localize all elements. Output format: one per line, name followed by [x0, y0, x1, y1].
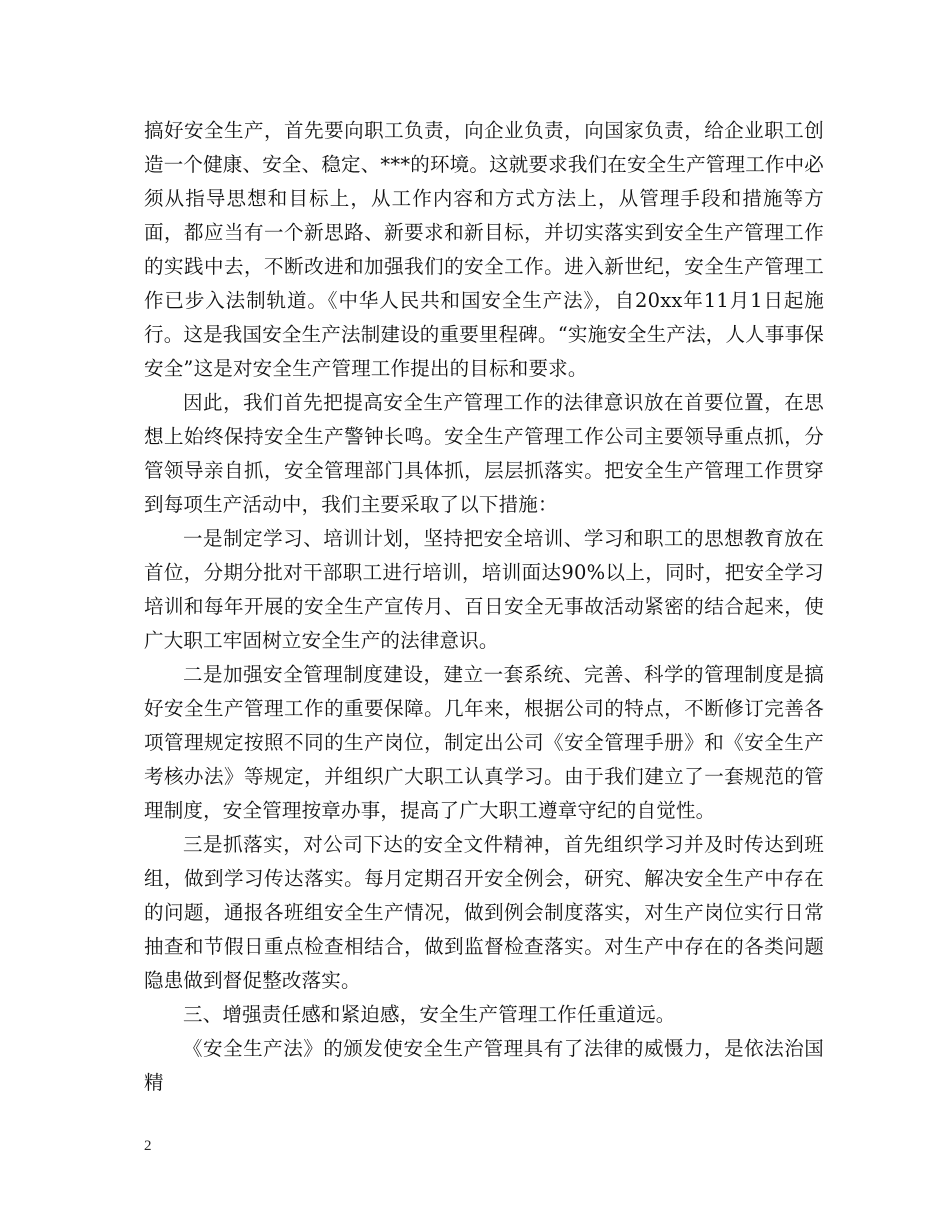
paragraph-5: 三是抓落实，对公司下达的安全文件精神，首先组织学习并及时传达到班组，做到学习传达落实。每月定期召开安全例会，研究、解决安全生产中存在的问题，通报各班组安全生产情况，做到例会制度落实，对生产岗位实行日常抽查和节假日重点检查相结合，做到监督检查落实。对生产中存在的各类问题隐患做到督促整改落实。	[144, 833, 824, 992]
paragraph-6: 《安全生产法》的颁发使安全生产管理具有了法律的威慑力，是依法治国精	[144, 1037, 824, 1094]
page-number: 2	[144, 1138, 152, 1154]
body-text	[144, 114, 824, 1100]
paragraph-4: 二是加强安全管理制度建设，建立一套系统、完善、科学的管理制度是搞好安全生产管理工作的重要保障。几年来，根据公司的特点，不断修订完善各项管理规定按照不同的生产岗位，制定出公司《安全管理手册》和《安全生产考核办法》等规定，并组织广大职工认真学习。由于我们建立了一套规范的管理制度，安全管理按章办事，提高了广大职工遵章守纪的自觉性。	[144, 663, 824, 822]
paragraph-2: 因此，我们首先把提高安全生产管理工作的法律意识放在首要位置，在思想上始终保持安全生产警钟长鸣。安全生产管理工作公司主要领导重点抓，分管领导亲自抓，安全管理部门具体抓，层层抓落实。把安全生产管理工作贯穿到每项生产活动中，我们主要采取了以下措施：	[144, 391, 824, 516]
paragraph-3: 一是制定学习、培训计划，坚持把安全培训、学习和职工的思想教育放在首位，分期分批对干部职工进行培训，培训面达90%以上，同时，把安全学习培训和每年开展的安全生产宣传月、百日安全无事故活动紧密的结合起来，使广大职工牢固树立安全生产的法律意识。	[144, 527, 824, 652]
paragraph-1: 搞好安全生产，首先要向职工负责，向企业负责，向国家负责，给企业职工创造一个健康、安全、稳定、***的环境。这就要求我们在安全生产管理工作中必须从指导思想和目标上，从工作内容和方式方法上，从管理手段和措施等方面，都应当有一个新思路、新要求和新目标，并切实落实到安全生产管理工作的实践中去，不断改进和加强我们的安全工作。进入新世纪，安全生产管理工作已步入法制轨道。《中华人民共和国安全生产法》，自20xx年11月1日起施行。这是我国安全生产法制建设的重要里程碑。“实施安全生产法，人人事事保安全”这是对安全生产管理工作提出的目标和要求。	[144, 119, 824, 380]
section-heading: 三、增强责任感和紧迫感，安全生产管理工作任重道远。	[183, 1003, 676, 1026]
